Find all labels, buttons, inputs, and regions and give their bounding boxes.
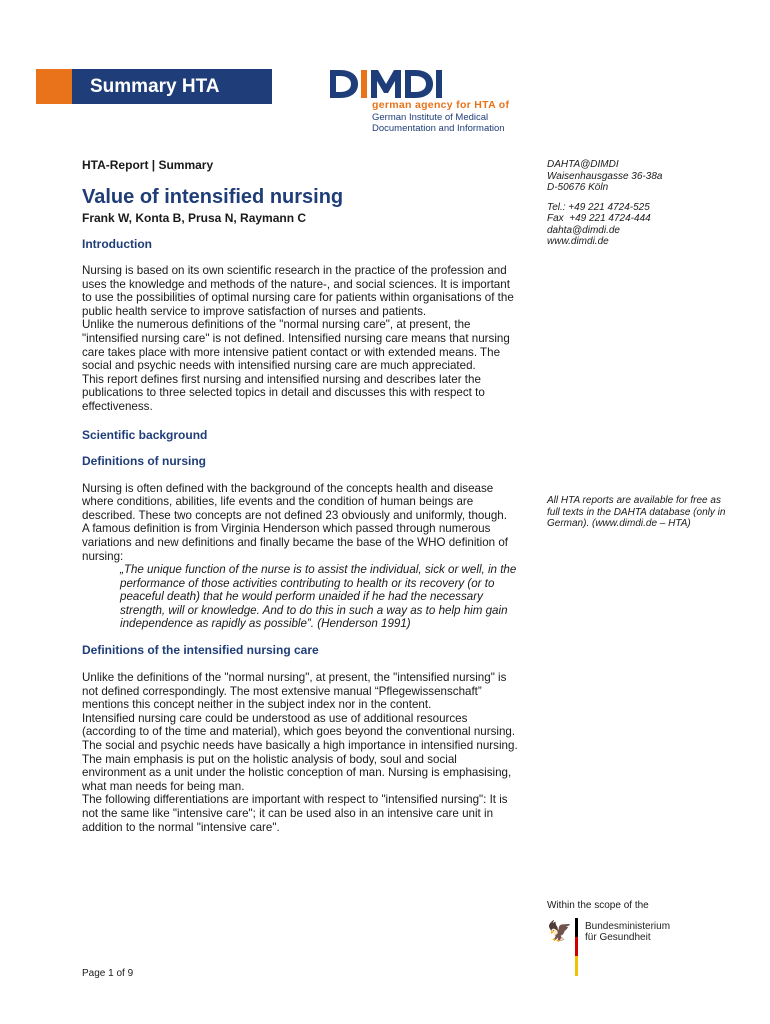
contact-email[interactable]: dahta@dimdi.de — [547, 224, 620, 236]
heading-definitions-nursing: Definitions of nursing — [82, 453, 206, 468]
contact-website[interactable]: www.dimdi.de — [547, 236, 609, 247]
paragraph: A famous definition is from Virginia Henderson which passed through numerous variations and new definitions and finally became the base of the WHO definition of nursing: — [82, 522, 508, 563]
paragraph: The social and psychic needs have basically a high importance in intensified nursing. The main emphasis is put on the holistic analysis of body, soul and social environment as a unit under the holistic conception of man. Nursing is emphasising, what man needs for being man. — [82, 739, 518, 793]
paragraph: This report defines first nursing and intensified nursing and describes later the publications to three selected topics in detail and discusses this with respect to effectiveness. — [82, 372, 485, 413]
paragraph: Nursing is based on its own scientific research in the practice of the profession and uses the knowledge and methods of the nature-, and social sciences. It is important to use the possibilities of optimal nursing care for patients within organisations of the public health service to improve satisfaction of nurses and patients. — [82, 264, 514, 318]
ministry-name — [585, 921, 670, 943]
availability-note — [547, 495, 727, 530]
ministry-line-1: Bundesministerium — [585, 921, 671, 932]
contact-city: D-50676 Köln — [547, 182, 609, 193]
contact-street: Waisenhausgasse 36-38a — [547, 170, 663, 182]
ministry-line-2: für Gesundheit — [585, 932, 651, 943]
contact-fax: Fax +49 221 4724-444 — [547, 213, 651, 224]
banner-title: Summary HTA — [72, 69, 272, 104]
availability-note-text: All HTA reports are available for free as full texts in the DAHTA database (only in German). (www.dimdi.de – HTA) — [547, 495, 726, 529]
dimdi-logo — [328, 66, 528, 136]
report-authors: Frank W, Konta B, Prusa N, Raymann C — [82, 211, 307, 225]
logo-tagline: german agency for HTA of — [372, 99, 510, 111]
paragraph: Intensified nursing care could be understood as use of additional resources (according to of the time and material), which goes beyond the conventional nursing. — [82, 711, 516, 739]
federal-eagle-icon: 🦅 — [547, 921, 572, 943]
heading-definitions-intensified: Definitions of the intensified nursing care — [82, 643, 319, 658]
paragraph: Unlike the definitions of the "normal nursing", at present, the "intensified nursing" is not defined correspondingly. The most extensive manual “Pflegewissenschaft” mentions this concept neither in the subject index nor in the content. — [82, 671, 507, 712]
heading-introduction: Introduction — [82, 237, 152, 251]
paragraph: Nursing is often defined with the background of the concepts health and disease where conditions, abilities, life events and the condition of human beings are described. These two concepts are not defined 23 obviously and uniformly, though. — [82, 481, 507, 522]
contact-block — [547, 159, 727, 248]
henderson-quote: „The unique function of the nurse is to assist the individual, sick or well, in the performance of those activities contributing to health or its recovery (or to peaceful death) that he would perform unaided if he had the necessary strength, will or knowledge. And to do this in such a way as to help him gain independence as rapidly as possible”. (Henderson 1991) — [120, 563, 517, 631]
logo-subline-1: German Institute of Medical — [372, 112, 489, 123]
contact-tel: Tel.: +49 221 4724-525 — [547, 201, 650, 213]
paragraph: Unlike the numerous definitions of the "normal nursing care", at present, the "intensified nursing care" is not defined. Intensified nursing care means that nursing care takes place with more intensive patient contact or with extended means. The social and psychic needs with intensified nursing care are much appreciated. — [82, 318, 510, 373]
logo-subline-2: Documentation and Information — [372, 123, 505, 134]
ministry-logo — [547, 916, 697, 978]
report-label: HTA-Report | Summary — [82, 158, 214, 172]
document-body — [82, 264, 522, 834]
header-banner — [36, 69, 272, 104]
contact-org: DAHTA@DIMDI — [547, 159, 619, 170]
scope-label: Within the scope of the — [547, 900, 649, 911]
paragraph: The following differentiations are important with respect to "intensified nursing": It is not the same like "intensive care"; it can be used also in an intensive care unit in addition to the normal "intensive care". — [82, 793, 508, 834]
report-title: Value of intensified nursing — [82, 186, 344, 208]
page-number: Page 1 of 9 — [82, 968, 134, 979]
german-flag-bar — [575, 918, 578, 976]
heading-scientific-background: Scientific background — [82, 427, 208, 442]
dimdi-wordmark-icon — [328, 66, 518, 102]
